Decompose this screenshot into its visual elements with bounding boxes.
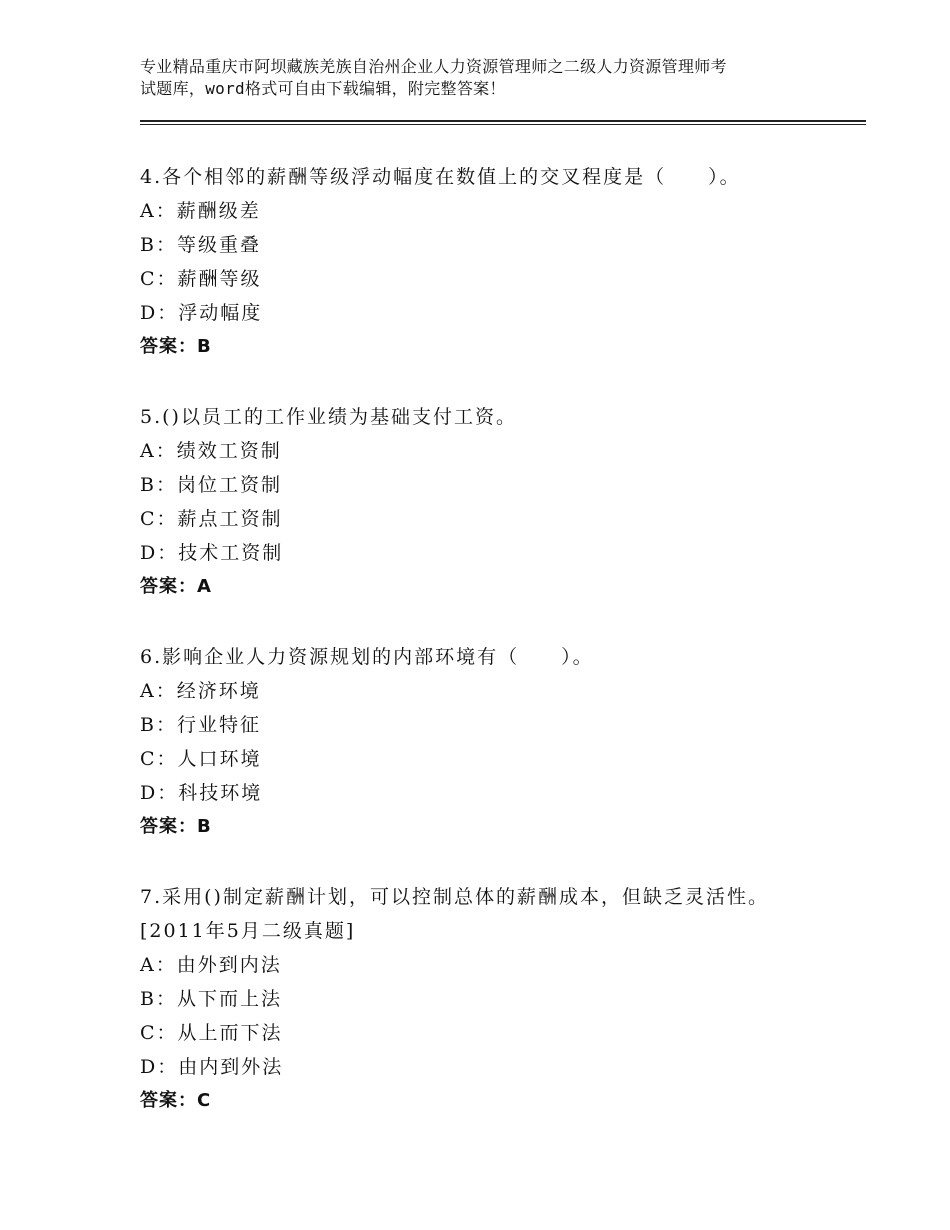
option-b: B：从下而上法	[140, 988, 282, 1010]
option-b: B：岗位工资制	[140, 474, 282, 496]
option-b: B：行业特征	[140, 714, 261, 736]
header-divider-thin	[140, 124, 866, 125]
question-stem: 6.影响企业人力资源规划的内部环境有（ ）。	[140, 646, 594, 668]
option-c: C：人口环境	[140, 748, 262, 770]
answer-label: 答案：A	[140, 576, 212, 597]
option-d: D：技术工资制	[140, 542, 284, 564]
question-5	[140, 400, 860, 604]
question-stem: 7.采用()制定薪酬计划，可以控制总体的薪酬成本，但缺乏灵活性。	[140, 886, 769, 908]
question-7	[140, 880, 860, 1118]
document-header	[140, 56, 820, 100]
answer-label: 答案：B	[140, 816, 212, 837]
option-c: C：薪酬等级	[140, 268, 262, 290]
option-a: A：薪酬级差	[140, 200, 261, 222]
option-d: D：浮动幅度	[140, 302, 263, 324]
option-a: A：绩效工资制	[140, 440, 282, 462]
option-b: B：等级重叠	[140, 234, 261, 256]
header-title-line-2: 试题库，word格式可自由下载编辑，附完整答案！	[140, 79, 506, 98]
answer-label: 答案：B	[140, 336, 212, 357]
answer-label: 答案：C	[140, 1090, 212, 1111]
option-d: D：由内到外法	[140, 1056, 284, 1078]
question-stem: 4.各个相邻的薪酬等级浮动幅度在数值上的交叉程度是（ ）。	[140, 166, 741, 188]
option-a: A：由外到内法	[140, 954, 282, 976]
option-c: C：薪点工资制	[140, 508, 283, 530]
question-source-note: [2011年5月二级真题]	[140, 920, 356, 942]
header-divider-thick	[140, 120, 866, 122]
option-c: C：从上而下法	[140, 1022, 283, 1044]
header-title-line-1: 专业精品重庆市阿坝藏族羌族自治州企业人力资源管理师之二级人力资源管理师考	[140, 57, 727, 76]
option-d: D：科技环境	[140, 782, 263, 804]
question-4	[140, 160, 860, 364]
question-6	[140, 640, 860, 844]
option-a: A：经济环境	[140, 680, 261, 702]
question-list	[140, 160, 860, 1154]
question-stem: 5.()以员工的工作业绩为基础支付工资。	[140, 406, 517, 428]
